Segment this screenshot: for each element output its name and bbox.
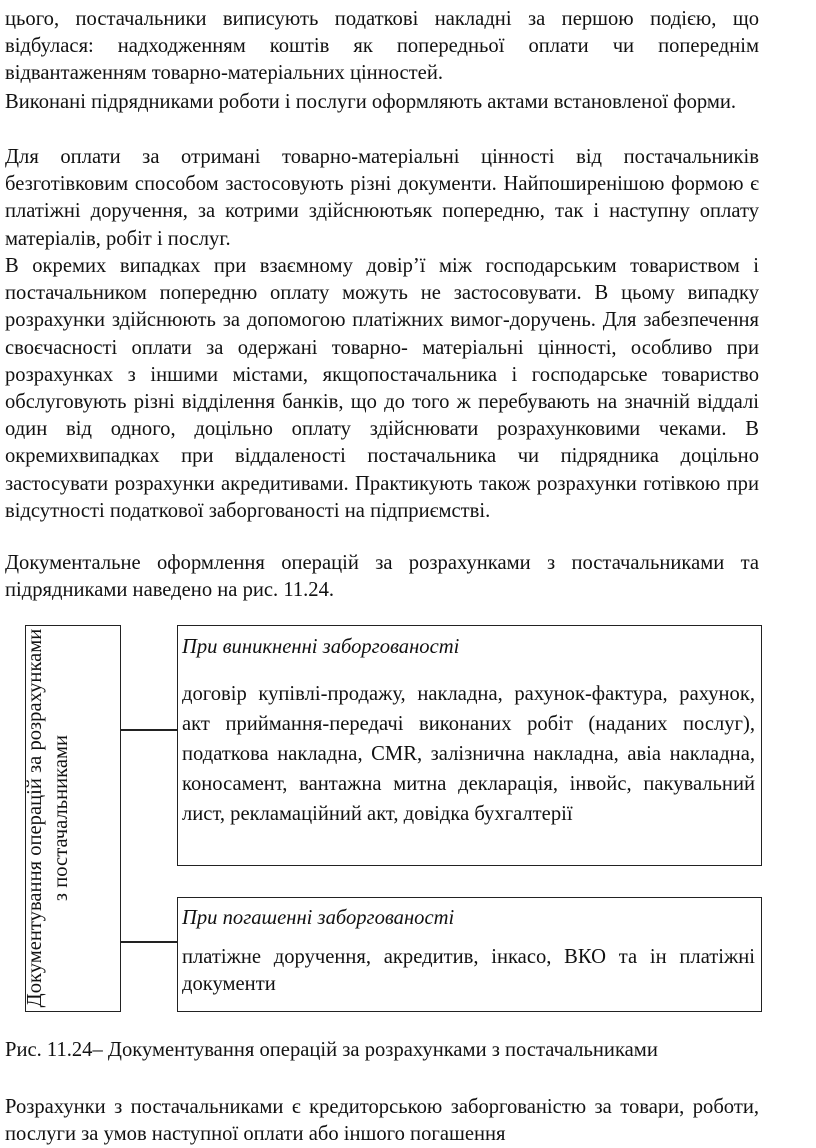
box2-title: При погашенні заборгованості [182, 907, 455, 929]
paragraph-5: Документальне оформлення операцій за розрахунками з постачальниками та підрядниками наведено на рис. 11.24. [5, 552, 759, 602]
paragraph-1: цього, постачальники виписують податкові накладні за першою подією, що відбулася: надходженням коштів як попередньої оплати чи попереднім відвантаженням товарно-матеріальних цінностей. [5, 8, 759, 85]
paragraph-4: В окремих випадках при взаємному довір’ї між господарським товариством і постачальником попередню оплату можуть не застосовувати. В цьому випадку розрахунки здійснюють за допомогою платіжних вимог-доручень. Для забезпечення своєчасності оплати за одержані товарно- матеріальні цінності, особливо при розрахунках з іншими містами, якщопостачальника і господарське товариство обслуговують різні відділення банків, що до того ж перебувають на значній віддалі один від одного, доцільно оплату здійснювати розрахунковими чеками. В окремихвипадках при віддаленості постачальника чи підрядника доцільно застосувати розрахунки акредитивами. Практикують також розрахунки готівкою при відсутності податкової заборгованості на підприємстві. [5, 255, 759, 522]
box2-body: платіжне доручення, акредитив, інкасо, ВКО та ін платіжні документи [182, 946, 755, 995]
figure-caption: Рис. 11.24– Документування операцій за розрахунками з постачальниками [5, 1039, 658, 1061]
paragraph-6: Розрахунки з постачальниками є кредиторською заборгованістю за товари, роботи, послуги за умов наступної оплати або іншого погашення [5, 1096, 759, 1146]
paragraph-3: Для оплати за отримані товарно-матеріальні цінності від постачальників безготівковим способом застосовують різні документи. Найпоширенішою формою є платіжні доручення, за котрими здійснюютьяк попередню, так і наступну оплату матеріалів, робіт і послуг. [5, 146, 759, 250]
diagram-vertical-label: Документування операцій за розрахунками з постачальниками [24, 628, 72, 1008]
connector-bottom [121, 941, 177, 943]
box1-body: договір купівлі-продажу, накладна, рахунок-фактура, рахунок, акт приймання-передачі виконаних робіт (наданих послуг), податкова накладна, CMR, залізнична накладна, авіа накладна, коносамент, вантажна митна декларація, інвойс, пакувальний лист, рекламаційний акт, довідка бухгалтерії [182, 683, 755, 825]
box1-title: При виникненні заборгованості [182, 636, 460, 658]
diagram-box-debt-occurrence [177, 625, 762, 866]
connector-top [121, 729, 177, 731]
paragraph-2: Виконані підрядниками роботи і послуги оформляють актами встановленої форми. [5, 91, 737, 113]
diagram-box-debt-repayment [177, 897, 762, 1012]
